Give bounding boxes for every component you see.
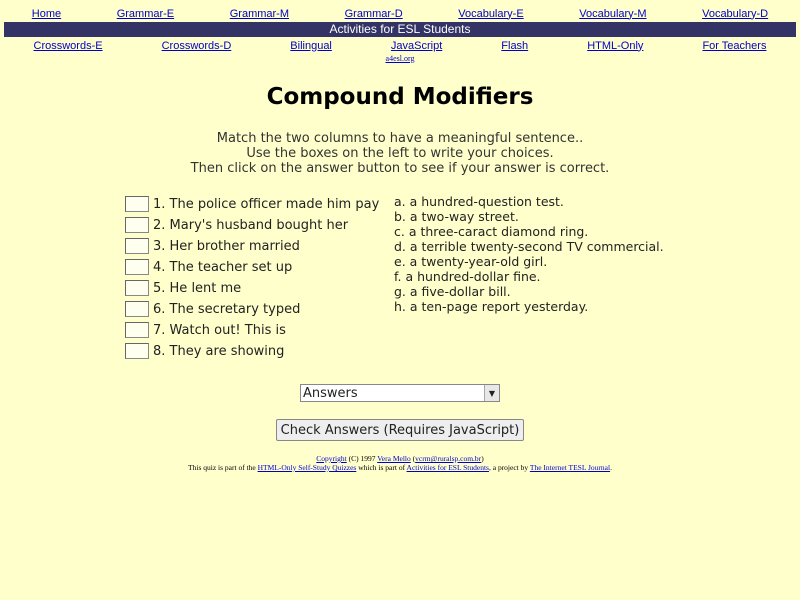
question-row [125,299,300,319]
nav-link-flash[interactable]: Flash [501,39,529,52]
bottom-nav [4,38,796,53]
site-domain [0,54,800,63]
answer-option: a. a hundred-question test. [394,194,564,209]
nav-link-vocabulary-d[interactable]: Vocabulary-D [702,7,769,20]
answer-option: f. a hundred-dollar fine. [394,269,541,284]
nav-link-crosswords-e[interactable]: Crosswords-E [33,39,103,52]
email-open: ( [410,454,416,463]
nav-link-grammar-d[interactable]: Grammar-D [344,7,403,20]
email-link[interactable]: vcrm@ruralsp.com.br [415,454,482,463]
copyright-link[interactable]: Copyright [316,454,347,463]
question-text: 3. Her brother married [153,238,300,254]
nav-link-crosswords-d[interactable]: Crosswords-D [161,39,232,52]
question-row [125,341,284,361]
site-banner: Activities for ESL Students [4,22,796,37]
question-text: 7. Watch out! This is [153,322,286,338]
nav-link-html-only[interactable]: HTML-Only [587,39,644,52]
footer-credits [0,463,800,472]
email-close: ) [481,454,484,463]
instructions [0,131,800,176]
question-row [125,194,379,214]
question-text: 4. The teacher set up [153,259,293,275]
answer-option: h. a ten-page report yesterday. [394,299,589,314]
question-row [125,215,348,235]
question-row [125,236,300,256]
check-answers-button[interactable]: Check Answers (Requires JavaScript) [276,419,524,441]
answer-input-4[interactable] [125,259,149,275]
nav-link-home[interactable]: Home [31,7,62,20]
author-link[interactable]: Vera Mello [377,454,411,463]
nav-link-grammar-e[interactable]: Grammar-E [116,7,175,20]
nav-link-javascript[interactable]: JavaScript [390,39,443,52]
footer-copyright [0,454,800,463]
credits-text: , a project by [488,463,530,472]
answer-input-1[interactable] [125,196,149,212]
nav-link-for-teachers[interactable]: For Teachers [702,39,767,52]
answers-dropdown-value: Answers [303,385,358,401]
answer-input-8[interactable] [125,343,149,359]
question-text: 5. He lent me [153,280,242,296]
answers-dropdown[interactable] [300,384,500,402]
copyright-text: (C) 1997 [346,454,378,463]
nav-link-vocabulary-m[interactable]: Vocabulary-M [579,7,647,20]
answer-input-6[interactable] [125,301,149,317]
question-row [125,320,286,340]
answer-option: c. a three-caract diamond ring. [394,224,589,239]
instruction-line: Use the boxes on the left to write your choices. [246,146,554,161]
question-text: 6. The secretary typed [153,301,301,317]
nav-link-vocabulary-e[interactable]: Vocabulary-E [458,7,524,20]
credits-text: This quiz is part of the [188,463,258,472]
activities-link[interactable]: Activities for ESL Students [406,463,489,472]
tesl-journal-link[interactable]: The Internet TESL Journal [529,463,611,472]
credits-text: . [610,463,612,472]
chevron-down-icon: ▼ [484,385,499,401]
instruction-line: Then click on the answer button to see if your answer is correct. [190,161,610,176]
answer-option: b. a two-way street. [394,209,519,224]
site-domain-link[interactable]: a4esl.org [385,54,415,63]
quizzes-link[interactable]: HTML-Only Self-Study Quizzes [257,463,357,472]
answer-input-7[interactable] [125,322,149,338]
answer-input-3[interactable] [125,238,149,254]
nav-link-grammar-m[interactable]: Grammar-M [229,7,290,20]
question-text: 8. They are showing [153,343,285,359]
page-title: Compound Modifiers [266,84,534,110]
question-text: 1. The police officer made him pay [153,196,380,212]
answer-input-2[interactable] [125,217,149,233]
top-nav [4,6,796,21]
answer-option: d. a terrible twenty-second TV commercial. [394,239,664,254]
question-row [125,278,241,298]
answer-option: g. a five-dollar bill. [394,284,511,299]
credits-text: which is part of [356,463,407,472]
answer-input-5[interactable] [125,280,149,296]
nav-link-bilingual[interactable]: Bilingual [290,39,332,52]
instruction-line: Match the two columns to have a meaningful sentence.. [216,131,584,146]
question-row [125,257,292,277]
question-text: 2. Mary's husband bought her [153,217,349,233]
answer-option: e. a twenty-year-old girl. [394,254,548,269]
